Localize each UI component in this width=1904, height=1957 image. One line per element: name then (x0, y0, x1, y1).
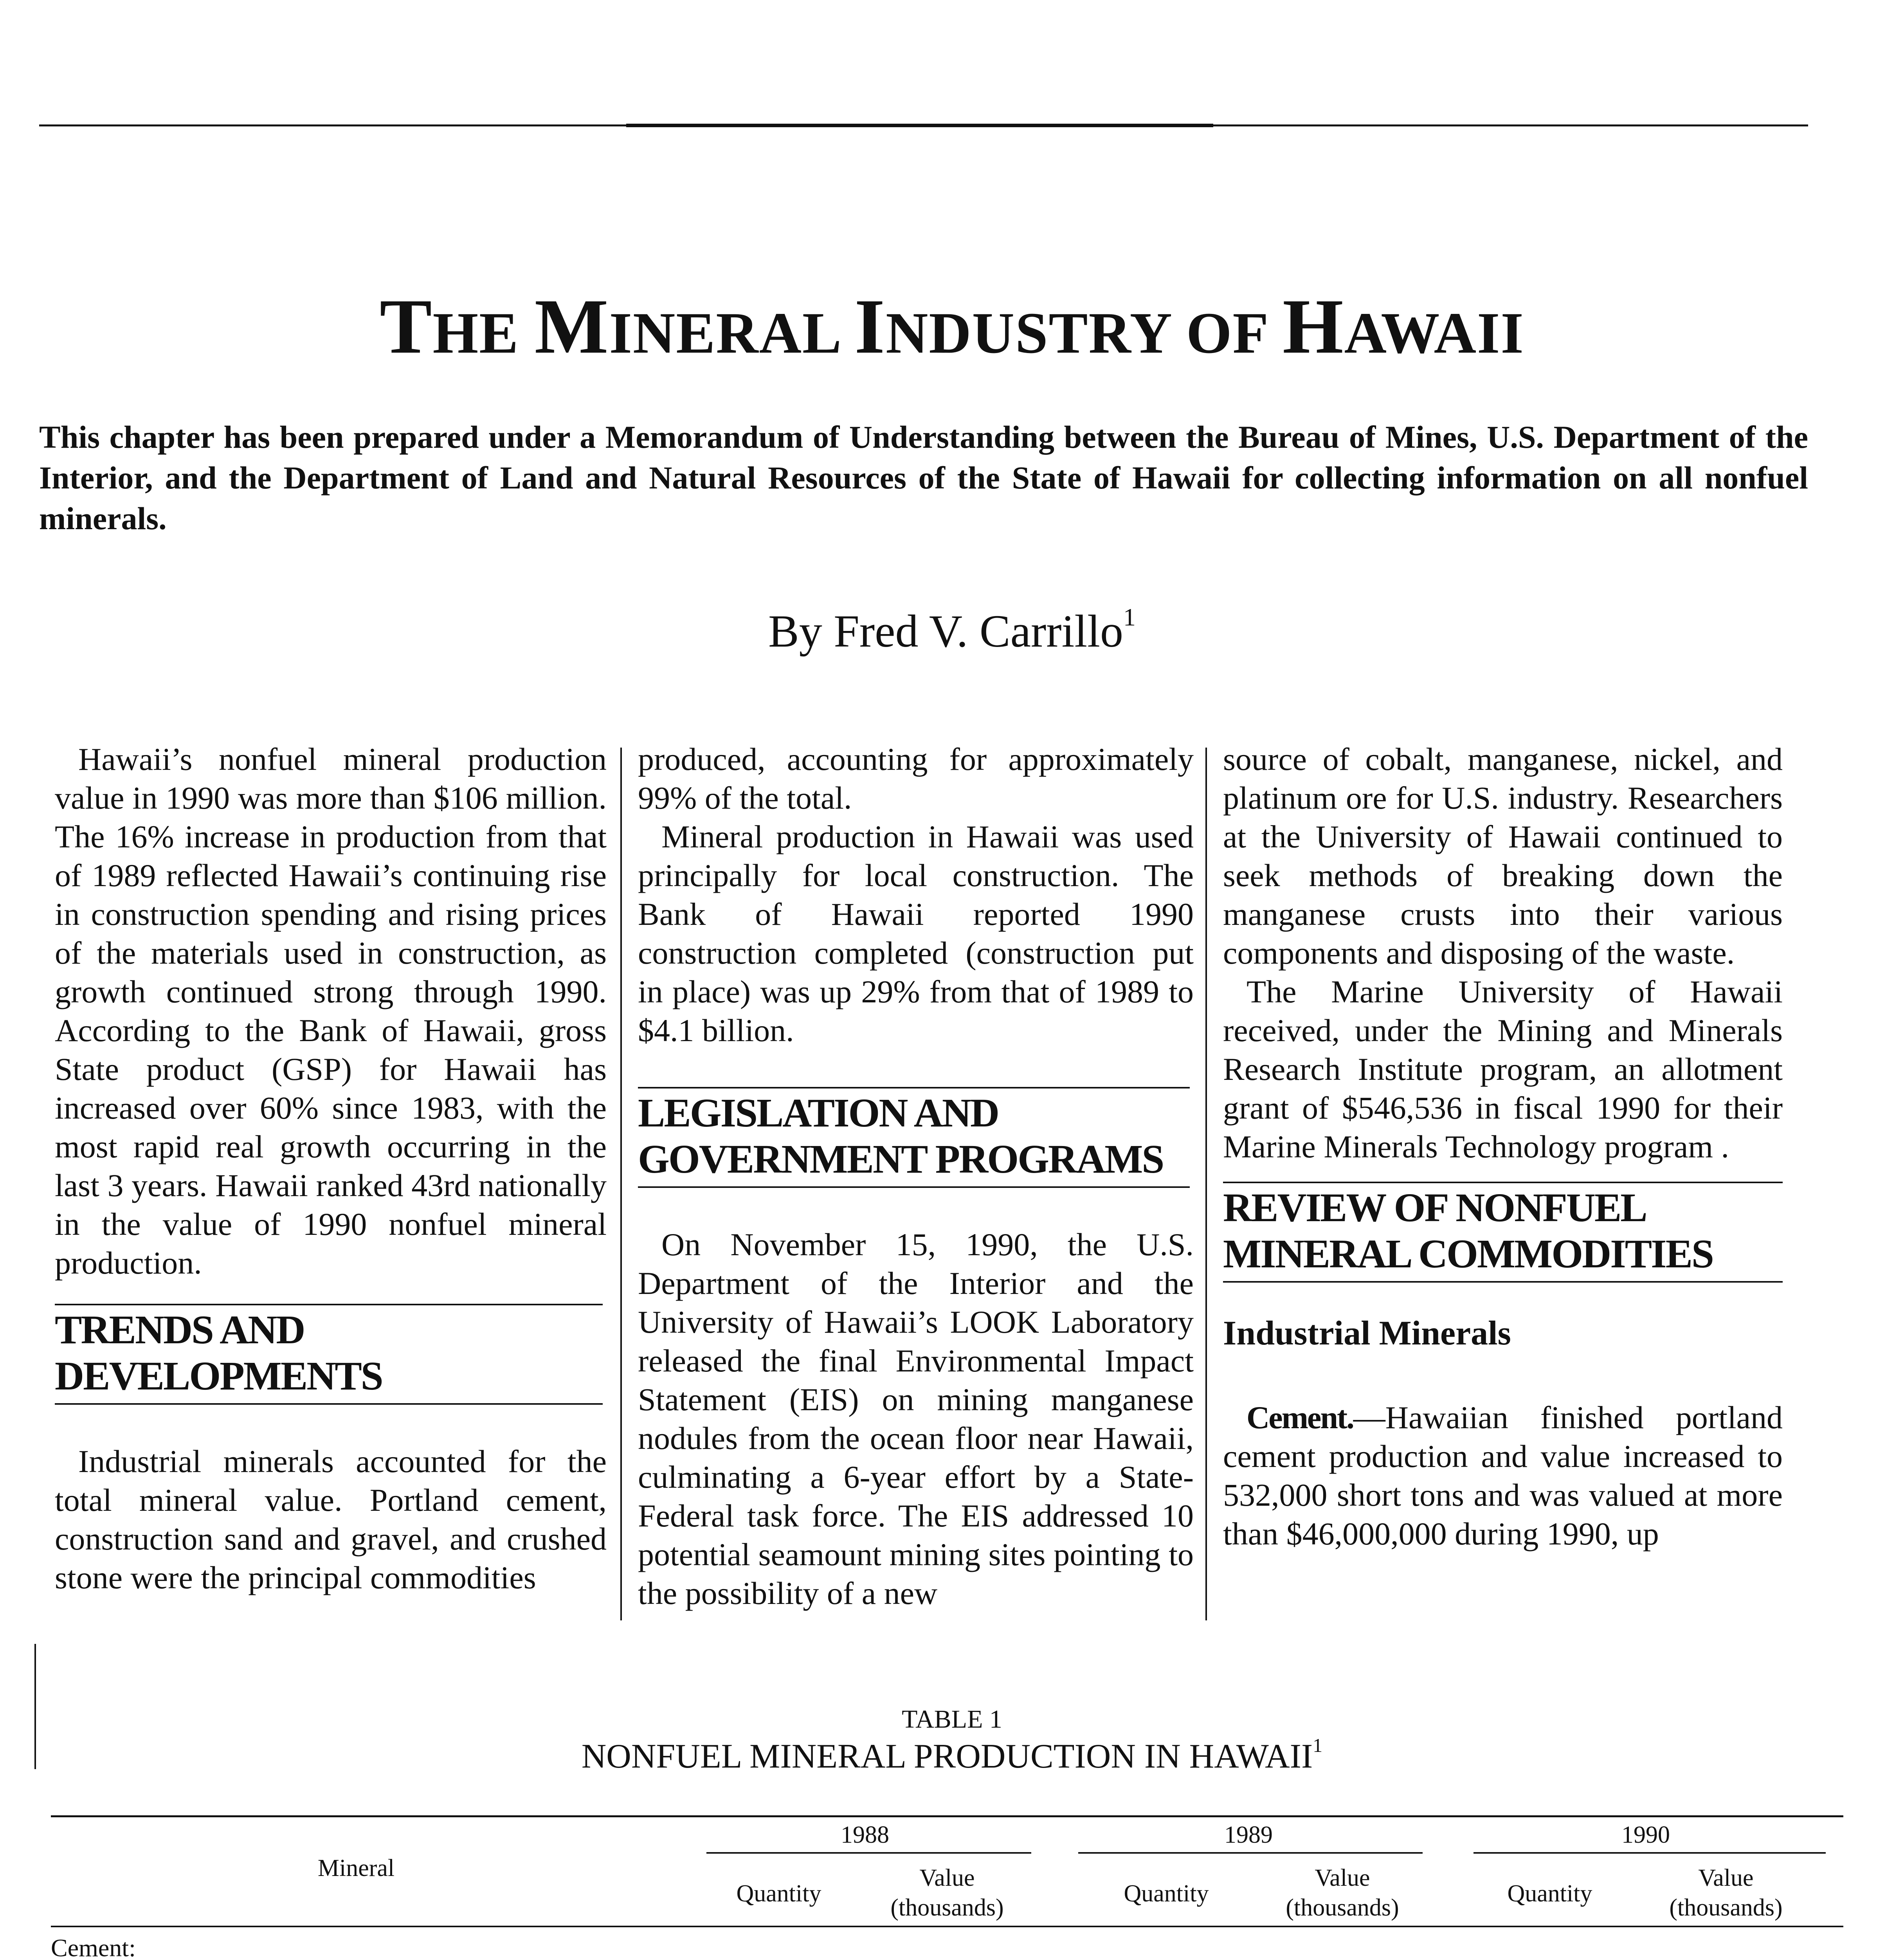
paragraph: Mineral production in Hawaii was used principally for local construction. The Bank of Hawaii reported 1990 construction completed (construction put in place) was up 29% from that of 1989 to $4.1 billion. (638, 819, 1194, 1048)
heading-line: MINERAL COMMODITIES (1223, 1231, 1713, 1276)
row-label: Cement: (51, 1934, 136, 1957)
table-title (0, 1734, 1904, 1776)
paragraph: The Marine University of Hawaii received, under the Mining and Minerals Research Institute program, an allotment grant of $546,536 in fiscal 1990 for their Marine Minerals Technology program . (1223, 974, 1783, 1164)
paragraph: produced, accounting for approximately 99% of the total. (638, 741, 1194, 816)
column-divider (620, 748, 622, 1620)
heading-line: TRENDS AND (55, 1307, 304, 1352)
title-word: OF (1186, 301, 1267, 366)
year-rule (1078, 1852, 1423, 1854)
paragraph: Hawaii’s nonfuel mineral production value in 1990 was more than $106 million. The 16% increase in production from that of 1989 reflected Hawaii’s continuing rise in construction spending and rising prices of the materials used in construction, as growth continued strong through 1990. According to the Bank of Hawaii, gross State product (GSP) for Hawaii has increased over 60% since 1983, with the most rapid real growth occurring in the last 3 years. Hawaii ranked 43rd nationally in the value of 1990 nonfuel mineral production. (55, 741, 607, 1281)
section-rule (1223, 1281, 1783, 1283)
intro-statement: This chapter has been prepared under a Memorandum of Understanding between the Bureau of Mines, U.S. Department of the Interior, and the Department of Land and Natural Resources of the State of Hawaii for collecting information on all nonfuel minerals. (39, 419, 1808, 536)
header-value-1990 (1636, 1863, 1816, 1923)
paragraph: On November 15, 1990, the U.S. Department of the Interior and the University of Hawaii’s LOOK Laboratory released the final Environmental Impact Statement (EIS) on mining manganese nodules from the ocean floor near Hawaii, culminating a 6-year effort by a State-Federal task force. The EIS addressed 10 potential seamount mining sites pointing to the possibility of a new (638, 1227, 1194, 1611)
text-column-2 (638, 740, 1194, 1620)
year-rule (1473, 1852, 1826, 1854)
section-rule (638, 1186, 1190, 1188)
section-rule (55, 1304, 603, 1305)
paragraph: Industrial minerals accounted for the total mineral value. Portland cement, construction sand and gravel, and crushed stone were the principal commodities (55, 1443, 607, 1595)
year-rule (706, 1852, 1031, 1854)
section-heading-review (1223, 1183, 1783, 1281)
title-word: INDUSTRY (854, 283, 1171, 370)
header-value-1988 (865, 1863, 1029, 1923)
heading-line: REVIEW OF NONFUEL (1223, 1185, 1646, 1230)
header-quantity-1989: Quantity (1124, 1880, 1209, 1907)
title-word: MINERAL (534, 283, 839, 370)
section-rule (55, 1403, 603, 1405)
paragraph (1223, 1398, 1783, 1553)
byline-footnote-mark: 1 (1123, 603, 1136, 631)
title-word: HAWAII (1283, 283, 1524, 370)
header-line: (thousands) (890, 1894, 1004, 1921)
subheading-industrial-minerals: Industrial Minerals (1223, 1314, 1511, 1352)
header-value-1989 (1252, 1863, 1432, 1923)
author-name: By Fred V. Carrillo (768, 605, 1123, 657)
paragraph-text: —Hawaiian finished portland cement production and value increased to 532,000 short tons and was valued at more than $46,000,000 during 1990, up (1223, 1400, 1783, 1552)
paragraph: source of cobalt, manganese, nickel, and platinum ore for U.S. industry. Researchers at the University of Hawaii continued to seek methods of breaking down the manganese crusts into their various components and disposing of the waste. (1223, 741, 1783, 971)
section-heading-legislation (638, 1088, 1194, 1186)
section-rule (638, 1087, 1190, 1088)
text-column-3 (1223, 740, 1783, 1620)
heading-line: GOVERNMENT PROGRAMS (638, 1137, 1164, 1182)
header-line: (thousands) (1286, 1894, 1399, 1921)
heading-line: LEGISLATION AND (638, 1090, 999, 1135)
header-line: Value (1698, 1865, 1754, 1891)
heading-line: DEVELOPMENTS (55, 1353, 382, 1398)
text-column-1 (55, 740, 607, 1620)
header-year-1989: 1989 (1224, 1822, 1273, 1848)
header-line: Value (1315, 1865, 1370, 1891)
table-title-text: NONFUEL MINERAL PRODUCTION IN HAWAII (581, 1737, 1313, 1775)
top-rule-thick (626, 124, 1213, 127)
title-word: THE (380, 283, 519, 370)
header-line: Value (919, 1865, 975, 1891)
page-title (0, 282, 1904, 371)
table-title-footnote: 1 (1313, 1734, 1323, 1756)
byline (0, 603, 1904, 658)
header-quantity-1988: Quantity (736, 1880, 821, 1907)
header-line: (thousands) (1669, 1894, 1783, 1921)
header-mineral: Mineral (317, 1855, 395, 1881)
header-year-1990: 1990 (1621, 1822, 1670, 1848)
section-rule (1223, 1182, 1783, 1183)
table-row (51, 1925, 1843, 1957)
section-heading-trends (55, 1305, 607, 1403)
header-quantity-1990: Quantity (1507, 1880, 1592, 1907)
run-in-heading: Cement. (1247, 1400, 1353, 1435)
table-top-rule (51, 1815, 1843, 1817)
table-number: TABLE 1 (902, 1705, 1002, 1734)
column-divider (1205, 748, 1207, 1620)
header-year-1988: 1988 (841, 1822, 889, 1848)
